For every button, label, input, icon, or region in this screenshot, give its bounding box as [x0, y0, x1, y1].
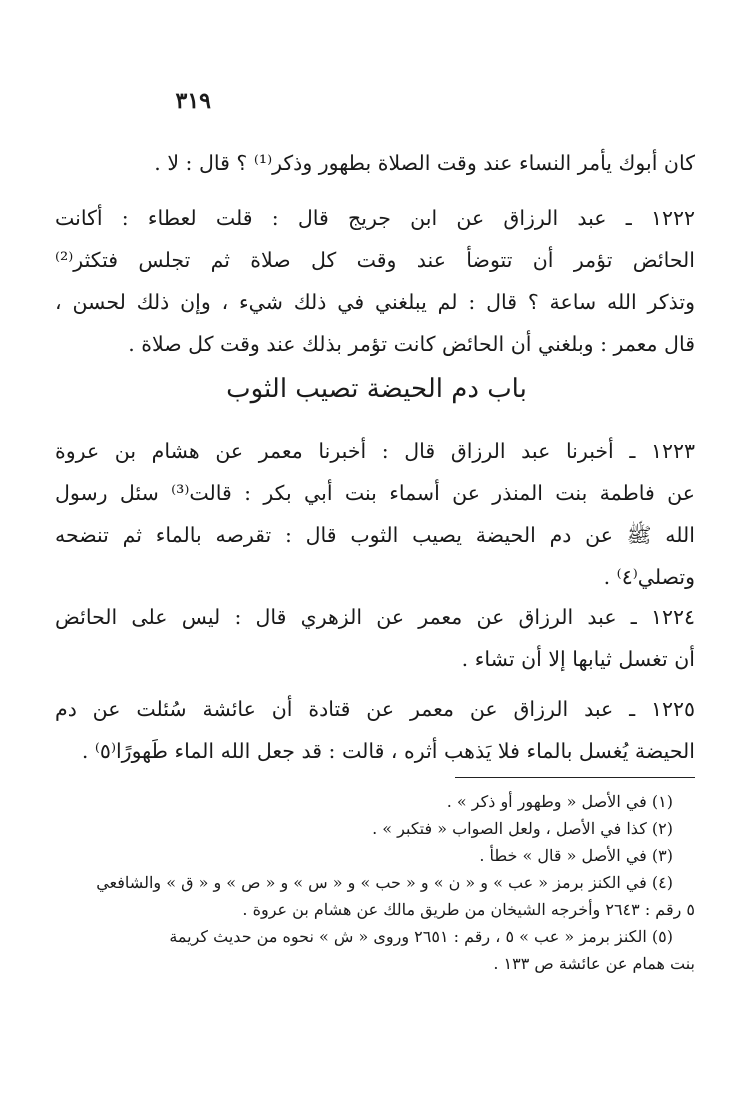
text-line: الحيضة يُغسل بالماء فلا يَذهب أثره ، قالت : قد جعل الله الماء طَهورًا⁽٥⁾ .: [81, 739, 695, 763]
footnote-4-continued: ٥ رقم : ٢٦٤٣ وأخرجه الشيخان من طريق مالك عن هشام بن عروة .: [242, 900, 695, 919]
footnote-5-continued: بنت همام عن عائشة ص ١٣٣ .: [493, 954, 695, 973]
text-line: كان أبوك يأمر النساء عند وقت الصلاة بطهور وذكر⁽¹⁾ ؟ قال : لا .: [154, 151, 695, 175]
text-line: أن تغسل ثيابها إلا أن تشاء .: [461, 647, 695, 671]
text-line: ١٢٢٤ ـ عبد الرزاق عن معمر عن الزهري قال : ليس على الحائض: [55, 605, 695, 629]
page-number: ٣١٩: [175, 88, 211, 114]
text-line: الله ﷺ عن دم الحيضة يصيب الثوب قال : تقرصه بالماء ثم تنضحه: [55, 523, 695, 547]
text-line: الحائض تؤمر أن تتوضأ عند وقت كل صلاة ثم تجلس فتكثر⁽²⁾: [55, 248, 695, 272]
text-line: وتذكر الله ساعة ؟ قال : لم يبلغني في ذلك شيء ، وإن ذلك لحسن ،: [55, 290, 695, 314]
text-line: عن فاطمة بنت المنذر عن أسماء بنت أبي بكر : قالت⁽³⁾ سئل رسول: [55, 481, 695, 505]
paragraph-1222: [55, 197, 695, 365]
footnote-3: (٣) في الأصل « قال » خطأ .: [479, 846, 673, 865]
text-line: ١٢٢٣ ـ أخبرنا عبد الرزاق قال : أخبرنا معمر عن هشام بن عروة: [55, 439, 695, 463]
footnotes: [55, 788, 695, 977]
footnote-divider: [455, 777, 695, 778]
footnote-1: (١) في الأصل « وطهور أو ذكر » .: [446, 792, 673, 811]
text-line: ١٢٢٢ ـ عبد الرزاق عن ابن جريج قال : قلت لعطاء : أكانت: [55, 206, 695, 230]
text-line: قال معمر : وبلغني أن الحائض كانت تؤمر بذلك عند وقت كل صلاة .: [128, 332, 695, 356]
text-line: وتصلي⁽٤⁾ .: [603, 565, 695, 589]
paragraph-1225: [55, 688, 695, 772]
footnote-4: (٤) في الكنز برمز « عب » و « ن » و « حب » و « س » و « ص » و « ق » والشافعي: [96, 873, 673, 892]
text-line: ١٢٢٥ ـ عبد الرزاق عن معمر عن قتادة أن عائشة سُئلت عن دم: [55, 697, 695, 721]
footnote-2: (٢) كذا في الأصل ، ولعل الصواب « فتكبر » .: [372, 819, 673, 838]
footnote-5: (٥) الكنز برمز « عب » ٥ ، رقم : ٢٦٥١ وروى « ش » نحوه من حديث كريمة: [169, 927, 673, 946]
chapter-title: باب دم الحيضة تصيب الثوب: [226, 374, 527, 404]
paragraph-1223: [55, 430, 695, 598]
paragraph-1224: [55, 596, 695, 680]
paragraph-continuation: [55, 142, 695, 184]
